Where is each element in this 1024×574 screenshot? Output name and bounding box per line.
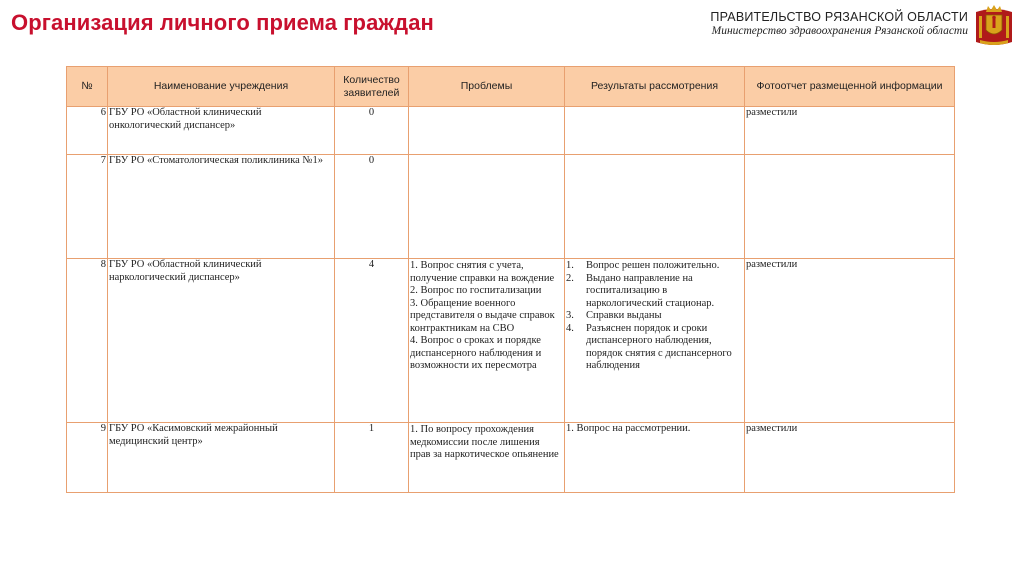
problem-item: 1. По вопросу прохождения медкомиссии после лишения прав за наркотическое опьянение bbox=[410, 424, 559, 460]
results-cell bbox=[565, 107, 745, 155]
table-row bbox=[67, 259, 955, 423]
page-title: Организация личного приема граждан bbox=[11, 10, 434, 35]
column-header-count: Количество заявителей bbox=[335, 67, 409, 107]
applicant-count: 4 bbox=[335, 259, 409, 423]
table-row bbox=[67, 155, 955, 259]
problems-cell bbox=[409, 155, 565, 259]
row-number: 8 bbox=[67, 259, 108, 423]
applicant-count: 0 bbox=[335, 107, 409, 155]
column-header-results: Результаты рассмотрения bbox=[565, 67, 745, 107]
result-marker: 4. bbox=[566, 322, 574, 334]
problems-cell bbox=[409, 107, 565, 155]
photo-report: разместили bbox=[745, 259, 955, 423]
ministry-name: Министерство здравоохранения Рязанской области bbox=[711, 25, 968, 37]
table-row bbox=[67, 107, 955, 155]
results-cell bbox=[565, 259, 745, 423]
column-header-problems: Проблемы bbox=[409, 67, 565, 107]
result-item bbox=[566, 260, 742, 273]
row-number: 9 bbox=[67, 423, 108, 493]
reception-table bbox=[66, 66, 955, 493]
header-right bbox=[710, 10, 968, 37]
problem-item: 3. Обращение военного представителя о выдаче справок контрактникам на СВО bbox=[410, 297, 555, 334]
applicant-count: 0 bbox=[335, 155, 409, 259]
column-header-institution: Наименование учреждения bbox=[108, 67, 335, 107]
problem-item: 2. Вопрос по госпитализации bbox=[410, 285, 542, 296]
result-marker: 3. bbox=[566, 310, 574, 321]
results-cell: 1. Вопрос на рассмотрении. bbox=[565, 423, 745, 493]
results-cell bbox=[565, 155, 745, 259]
photo-report: разместили bbox=[745, 423, 955, 493]
problem-item: 1. Вопрос снятия с учета, получение справки на вождение bbox=[410, 260, 555, 284]
institution-name: ГБУ РО «Стоматологическая поликлиника №1» bbox=[108, 155, 335, 259]
photo-report: разместили bbox=[745, 107, 955, 155]
problems-cell bbox=[409, 423, 565, 493]
result-text: Вопрос решен положительно. bbox=[586, 260, 720, 271]
result-item bbox=[566, 310, 742, 323]
institution-name: ГБУ РО «Касимовский межрайонный медицинский центр» bbox=[108, 423, 335, 493]
result-marker: 2. bbox=[566, 272, 574, 284]
problems-cell bbox=[409, 259, 565, 423]
result-item bbox=[566, 323, 742, 373]
result-marker: 1. bbox=[566, 260, 574, 271]
applicant-count: 1 bbox=[335, 423, 409, 493]
result-text: Справки выданы bbox=[586, 310, 662, 321]
result-text: Выдано направление на госпитализацию в наркологический стационар. bbox=[586, 272, 715, 309]
results-list bbox=[566, 260, 742, 373]
result-text: Разъяснен порядок и сроки диспансерного наблюдения, порядок снятия с диспансерного наблюдения bbox=[586, 322, 732, 371]
column-header-num: № bbox=[67, 67, 108, 107]
table-header-row bbox=[67, 67, 955, 107]
column-header-photo: Фотоотчет размещенной информации bbox=[745, 67, 955, 107]
government-name: ПРАВИТЕЛЬСТВО РЯЗАНСКОЙ ОБЛАСТИ bbox=[710, 10, 968, 24]
result-item bbox=[566, 273, 742, 311]
problem-item: 4. Вопрос о сроках и порядке диспансерного наблюдения и возможности их пересмотра bbox=[410, 335, 542, 371]
row-number: 7 bbox=[67, 155, 108, 259]
institution-name: ГБУ РО «Областной клинический наркологический диспансер» bbox=[108, 259, 335, 423]
institution-name: ГБУ РО «Областной клинический онкологический диспансер» bbox=[108, 107, 335, 155]
photo-report bbox=[745, 155, 955, 259]
row-number: 6 bbox=[67, 107, 108, 155]
table-row bbox=[67, 423, 955, 493]
regional-coat-of-arms-icon bbox=[972, 2, 1016, 48]
